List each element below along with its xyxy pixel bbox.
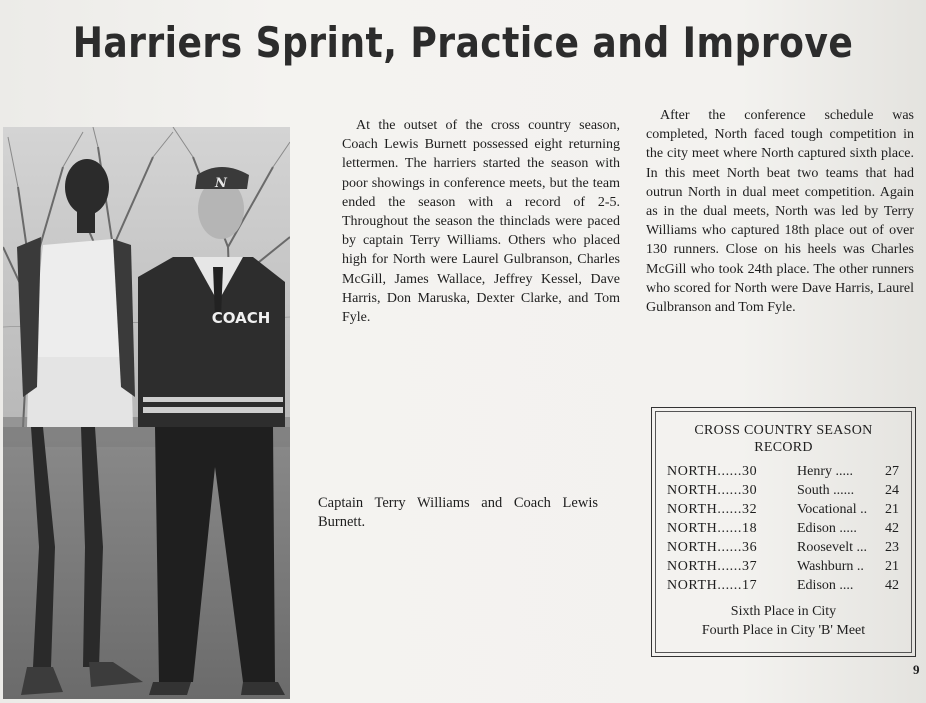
record-row bbox=[667, 540, 907, 559]
north-score: NORTH......32 bbox=[667, 502, 758, 517]
team-photo bbox=[3, 127, 290, 699]
season-record-box bbox=[651, 407, 916, 657]
opponent-score: 24 bbox=[885, 483, 899, 498]
opponent-name: Vocational .. bbox=[797, 502, 868, 517]
opponent-score: 42 bbox=[885, 578, 899, 593]
record-footer-b-meet: Fourth Place in City 'B' Meet bbox=[701, 623, 866, 638]
opponent-score: 23 bbox=[885, 540, 899, 555]
record-row bbox=[667, 559, 907, 578]
north-score: NORTH......37 bbox=[667, 559, 758, 574]
article-column-left: At the outset of the cross country season, Coach Lewis Burnett possessed eight returning lettermen. The harriers started the season with poor showings in conference meets, but the team ended the season with a record of 2-5. Throughout the season the thinclads were paced by captain Terry Williams. Others who placed high for North were Laurel Gulbranson, Charles McGill, James Wallace, Jeffrey Kessel, Dave Harris, Don Maruska, Dexter Clarke, and Tom Fyle. bbox=[342, 118, 620, 326]
record-row bbox=[667, 502, 907, 521]
record-footer-city: Sixth Place in City bbox=[730, 604, 837, 619]
opponent-score: 27 bbox=[885, 464, 899, 479]
opponent-score: 21 bbox=[885, 502, 899, 517]
opponent-score: 42 bbox=[885, 521, 899, 536]
page-title: Harriers Sprint, Practice and Improve bbox=[72, 18, 854, 67]
north-score: NORTH......30 bbox=[667, 464, 758, 479]
opponent-name: Edison ..... bbox=[797, 521, 857, 536]
record-row bbox=[667, 483, 907, 502]
opponent-name: South ...... bbox=[797, 483, 855, 498]
record-row bbox=[667, 464, 907, 483]
north-score: NORTH......18 bbox=[667, 521, 758, 536]
article-column-right: After the conference schedule was completed, North faced tough competition in the city meet where North captured sixth place. In this meet North beat two teams that had outrun North in dual meet competition. Again as in the dual meets, North was led by Terry Williams who captured 18th place out of over 130 runners. Close on his heels was Charles McGill who took 24th place. The other runners who scored for North were Dave Harris, Laurel Gulbranson and Tom Fyle. bbox=[646, 108, 914, 316]
jacket-lettering: COACH bbox=[211, 309, 271, 327]
opponent-name: Edison .... bbox=[797, 578, 854, 593]
photo-caption: Captain Terry Williams and Coach Lewis Burnett. bbox=[318, 495, 598, 530]
record-row bbox=[667, 578, 907, 597]
north-score: NORTH......17 bbox=[667, 578, 758, 593]
season-record-title-line1: CROSS COUNTRY SEASON bbox=[694, 423, 873, 438]
opponent-name: Roosevelt ... bbox=[797, 540, 867, 555]
north-score: NORTH......30 bbox=[667, 483, 758, 498]
opponent-name: Washburn .. bbox=[797, 559, 864, 574]
season-record-rows bbox=[667, 464, 907, 597]
cap-letter: N bbox=[215, 176, 227, 191]
opponent-name: Henry ..... bbox=[797, 464, 853, 479]
page-number: 9 bbox=[913, 662, 920, 677]
record-row bbox=[667, 521, 907, 540]
season-record-title bbox=[652, 422, 915, 456]
north-score: NORTH......36 bbox=[667, 540, 758, 555]
opponent-score: 21 bbox=[885, 559, 899, 574]
season-record-title-line2: RECORD bbox=[754, 440, 813, 455]
